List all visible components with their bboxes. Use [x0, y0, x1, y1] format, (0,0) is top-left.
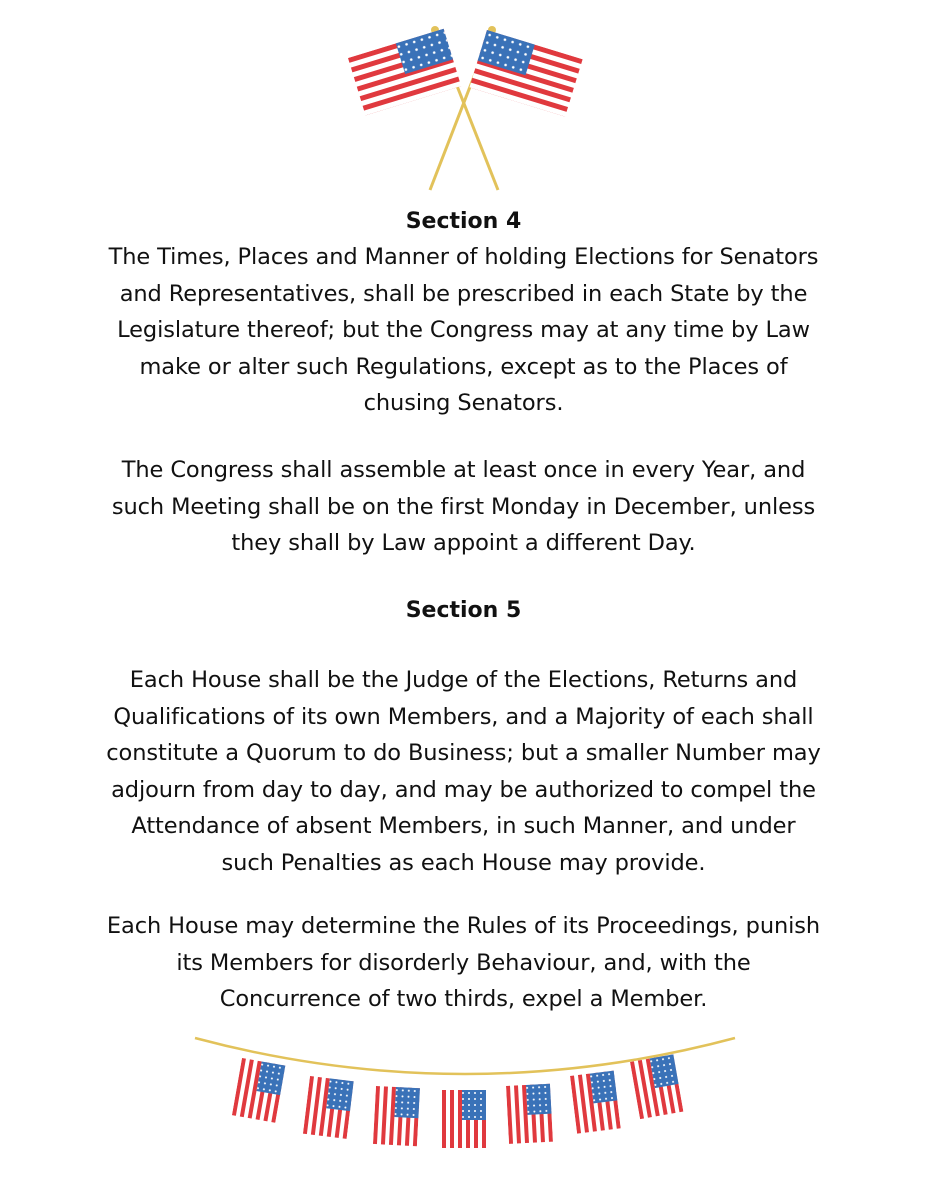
text-line: Each House shall be the Judge of the Elections, Returns and [129, 667, 798, 693]
text-line: adjourn from day to day, and may be authorized to compel the [111, 776, 816, 803]
bunting-flag [570, 1071, 621, 1134]
left-flag [348, 29, 461, 116]
bunting-flag [373, 1086, 420, 1146]
text-line: The Congress shall assemble at least once in every Year, and [121, 457, 806, 483]
text-line: The Times, Places and Manner of holding Elections for Senators [108, 244, 819, 270]
section-4-paragraph-2-block [40, 452, 887, 562]
text-line: Each House may determine the Rules of its Proceedings, punish [106, 913, 821, 939]
text-line: such Meeting shall be on the first Monday in December, unless [111, 493, 816, 520]
bunting-flag [232, 1058, 285, 1123]
text-line: Attendance of absent Members, in such Manner, and under [131, 813, 796, 839]
text-line: Concurrence of two thirds, expel a Member. [219, 986, 708, 1012]
section-5-paragraph-2 [40, 908, 887, 1018]
section-4 [40, 205, 887, 422]
bunting-flag [630, 1054, 683, 1119]
text-line: chusing Senators. [363, 390, 564, 416]
text-line: constitute a Quorum to do Business; but a smaller Number may [106, 740, 821, 766]
section-5-paragraph-2-block [40, 908, 887, 1018]
bunting-flag [303, 1076, 354, 1139]
text-line: they shall by Law appoint a different Day. [231, 530, 696, 556]
text-line: Legislature thereof; but the Congress may at any time by Law [117, 317, 810, 343]
text-line: and Representatives, shall be prescribed in each State by the [119, 280, 808, 307]
flag-bunting-icon [190, 1030, 740, 1160]
section-5-paragraph-1 [40, 662, 887, 881]
crossed-flags-icon [340, 24, 590, 196]
section-4-paragraph-1 [40, 239, 887, 422]
text-line: its Members for disorderly Behaviour, and, with the [176, 949, 751, 976]
text-line: make or alter such Regulations, except as to the Places of [139, 353, 788, 380]
section-5-heading: Section 5 [405, 598, 522, 623]
bunting-flag [506, 1084, 553, 1144]
text-line: such Penalties as each House may provide. [221, 849, 706, 876]
section-5-paragraph-1-block [40, 662, 887, 881]
text-line: Qualifications of its own Members, and a Majority of each shall [113, 703, 814, 730]
right-flag [469, 30, 582, 117]
bunting-flag [442, 1090, 486, 1148]
section-4-heading: Section 4 [405, 209, 522, 234]
section-5 [40, 594, 887, 628]
section-4-paragraph-2 [40, 452, 887, 562]
